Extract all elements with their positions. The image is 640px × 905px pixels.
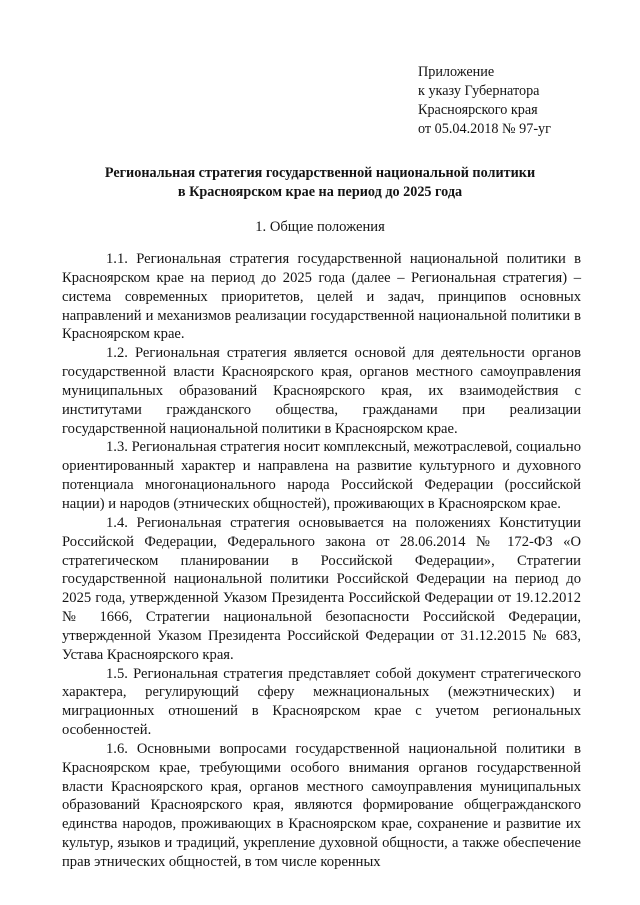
paragraph-1-1: 1.1. Региональная стратегия государственной национальной политики в Красноярском крае на период до 2025 года (далее – Региональная стратегия) – система современных приоритетов, целей и задач, принципов основных направлений и механизмов реализации государственной национальной политики в Красноярском крае. bbox=[62, 251, 581, 343]
annex-decree-line: к указу Губернатора bbox=[418, 83, 540, 99]
paragraph-1-5: 1.5. Региональная стратегия представляет собой документ стратегического характера, регулирующий сферу межнациональных (межэтнических) и миграционных отношений в Красноярском крае с учетом региональных особенностей. bbox=[62, 665, 581, 739]
paragraph-1-3: 1.3. Региональная стратегия носит комплексный, межотраслевой, социально ориентированный характер и направлена на развитие культурного и духовного потенциала многонационального народа Российской Федерации (российской нации) и народов (этнических общностей), проживающих в Красноярском крае. bbox=[62, 439, 581, 512]
document-body bbox=[62, 250, 581, 872]
annex-date-number: от 05.04.2018 № 97-уг bbox=[418, 121, 551, 137]
paragraph-1-2: 1.2. Региональная стратегия является основой для деятельности органов государственной власти Красноярского края, органов местного самоуправления муниципальных образований Красноярского края, их взаимодействия с институтами гражданского общества, гражданами при реализации государственной национальной политики в Красноярском крае. bbox=[62, 345, 581, 437]
section-heading: 1. Общие положения bbox=[255, 219, 385, 235]
paragraph-1-4: 1.4. Региональная стратегия основывается на положениях Конституции Российской Федерации, Федерального закона от 28.06.2014 № 172-ФЗ «О стратегическом планировании в Российской Федерации», Стратегии государственной национальной политики Российской Федерации на период до 2025 года, утвержденной Указом Президента Российской Федерации от 19.12.2012 № 1666, Стратегии национальной безопасности Российской Федерации, утвержденной Указом Президента Российской Федерации от 31.12.2015 № 683, Устава Красноярского края. bbox=[62, 514, 581, 663]
document-title bbox=[60, 164, 580, 202]
annex-region-line: Красноярского края bbox=[418, 102, 538, 118]
annex-reference bbox=[418, 63, 551, 139]
annex-label: Приложение bbox=[418, 64, 495, 80]
paragraph-1-6: 1.6. Основными вопросами государственной национальной политики в Красноярском крае, требующими особого внимания органов государственной власти Красноярского края, органов местного самоуправления муниципальных образований Красноярского края, являются формирование общегражданского единства народов, проживающих в Красноярском крае, сохранение и развитие их культур, языков и традиций, укрепление духовной общности, а также обеспечение прав этнических общностей, в том числе коренных bbox=[62, 740, 581, 870]
title-line-2: в Красноярском крае на период до 2025 года bbox=[177, 184, 463, 200]
title-line-1: Региональная стратегия государственной национальной политики bbox=[104, 165, 536, 181]
